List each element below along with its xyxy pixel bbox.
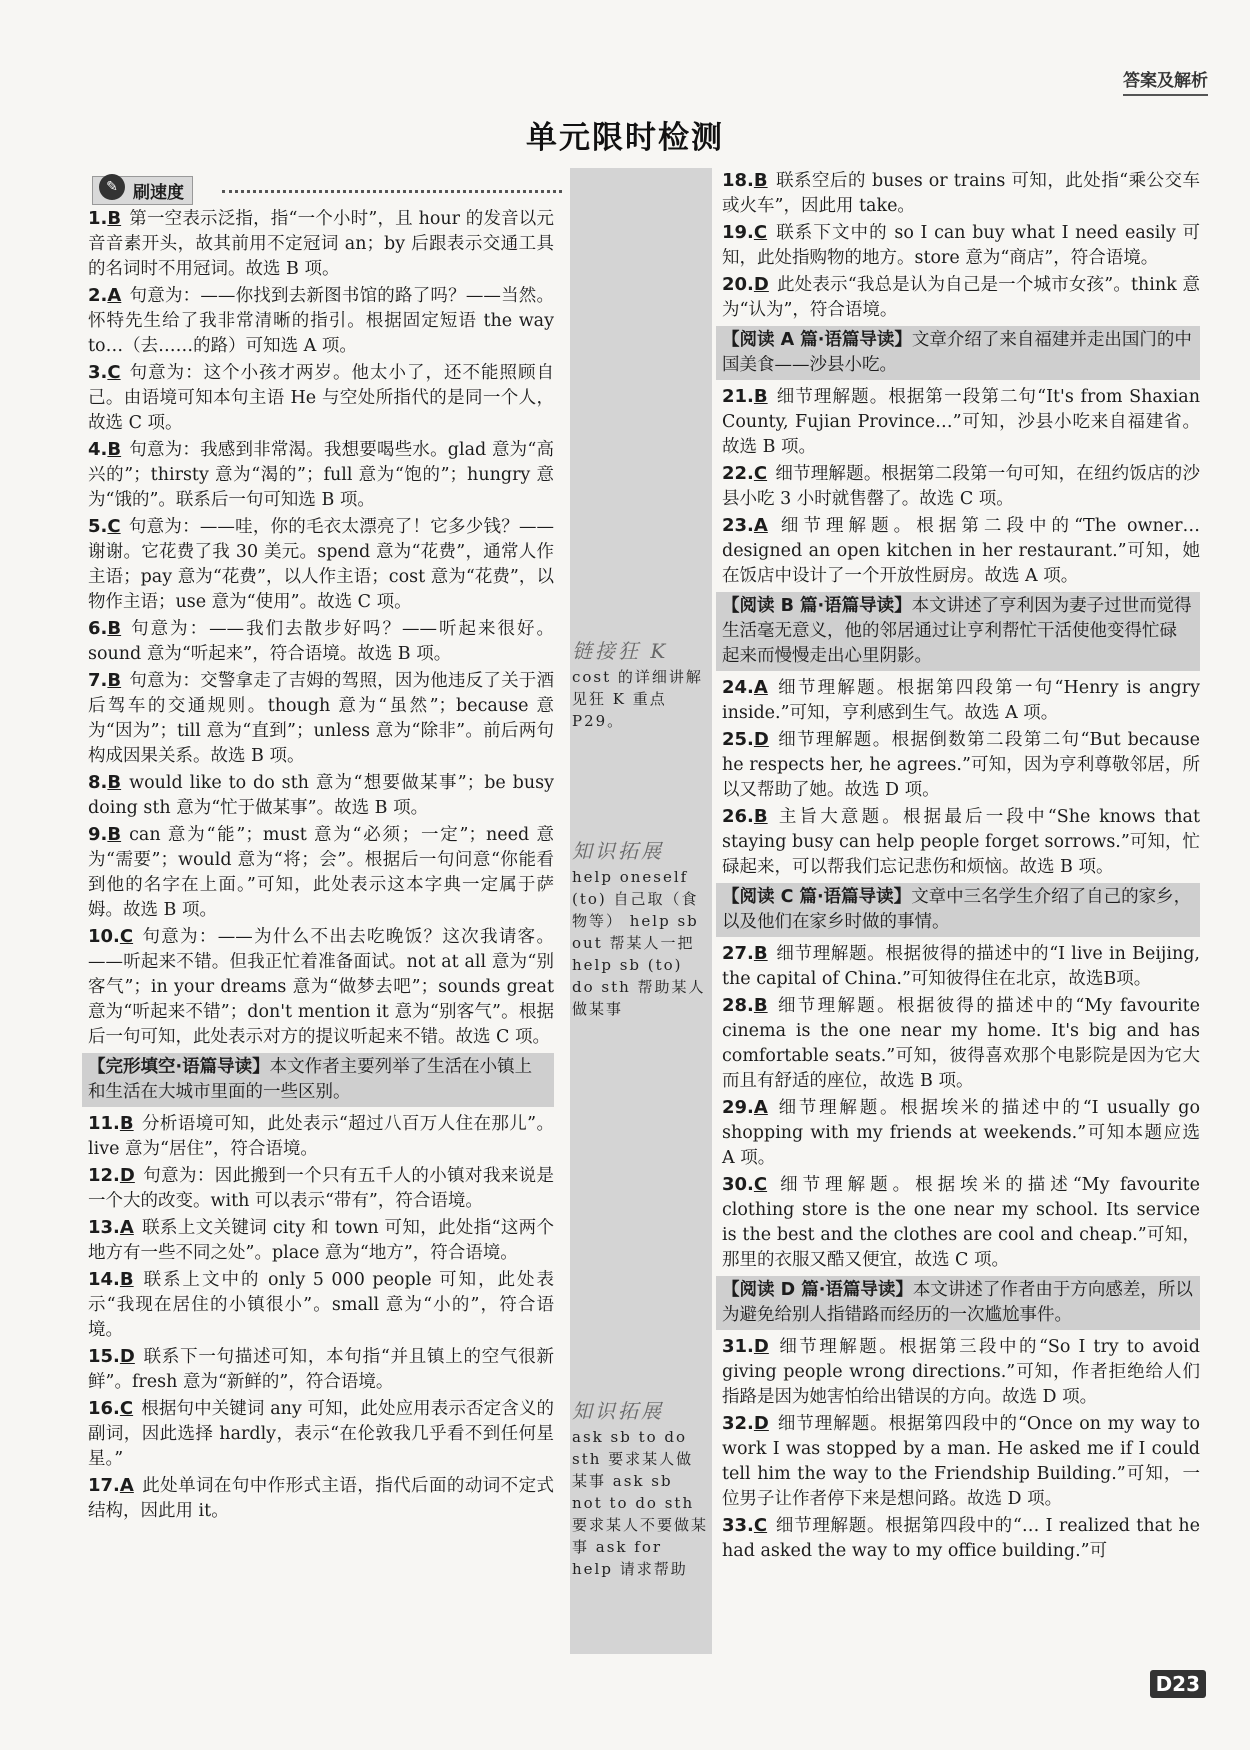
answer-item: [88, 437, 554, 513]
explanation-text: 细节理解题。根据倒数第二段第二句“But because he respects her, he agrees.”可知，因为亨利尊敬邻居，所以又帮助了她。故选 D 项。: [722, 730, 1200, 800]
explanation-text: 细节理解题。根据埃米的描述中的“I usually go shopping with my friends at weekends.”可知本题应选 A 项。: [722, 1098, 1200, 1168]
side-note-body: cost 的详细讲解见狂 K 重点 P29。: [572, 668, 703, 730]
explanation-text: 细节理解题。根据埃米的描述“My favourite clothing store is the one near my school. Its service is the best and the clothes are cool and cheap.”可知，那里的衣服又酷又便宜，故选 C 项。: [722, 1175, 1200, 1270]
answer-letter: C: [753, 463, 768, 484]
answer-letter: B: [753, 806, 768, 827]
explanation-text: 句意为：交警拿走了吉姆的驾照，因为他违反了关于酒后驾车的交通规则。though 意为“虽然”；because 意为“因为”；till 意为“直到”；unless 意为“除非”。前后两句构成因果关系。故选 B 项。: [88, 671, 554, 766]
explanation-text: 句意为：——哇，你的毛衣太漂亮了！它多少钱？——谢谢。它花费了我 30 美元。spend 意为“花费”，通常人作主语；pay 意为“花费”，以人作主语；cost 意为“花费”，以物作主语；use 意为“使用”。故选 C 项。: [88, 517, 554, 612]
answer-letter: B: [753, 170, 768, 191]
right-answer-column: [722, 168, 1200, 1565]
explanation-text: 句意为：这个小孩才两岁。他太小了，还不能照顾自己。由语境可知本句主语 He 与空处所指代的是同一个人，故选 C 项。: [88, 363, 554, 433]
answer-letter: D: [753, 1336, 769, 1357]
guide-label: 【阅读 A 篇·语篇导读】: [722, 330, 912, 350]
side-note: [572, 1400, 708, 1580]
answer-item: [88, 283, 554, 359]
side-note: [572, 840, 708, 1020]
answer-letter: C: [107, 516, 121, 537]
question-number: 29.: [722, 1097, 754, 1118]
answer-letter: A: [119, 1475, 134, 1496]
passage-guide: [716, 326, 1200, 380]
answer-letter: D: [753, 1413, 769, 1434]
question-number: 13.: [88, 1217, 120, 1238]
answer-letter: C: [119, 1398, 134, 1419]
answer-letter: A: [753, 1097, 768, 1118]
answer-item: [88, 1163, 554, 1214]
side-note-heading: 链接狂 K: [572, 639, 669, 663]
answer-item: [722, 1095, 1200, 1171]
answer-item: [722, 993, 1200, 1094]
answer-item: [88, 924, 554, 1050]
explanation-text: 句意为：我感到非常渴。我想要喝些水。glad 意为“高兴的”；thirsty 意为“渴的”；full 意为“饱的”；hungry 意为“饿的”。联系后一句可知选 B 项。: [88, 440, 554, 510]
question-number: 11.: [88, 1113, 120, 1134]
question-number: 8.: [88, 772, 108, 793]
answer-item: [722, 941, 1200, 992]
answer-letter: B: [753, 386, 768, 407]
explanation-text: 联系空后的 buses or trains 可知，此处指“乘公交车或火车”，因此用 take。: [722, 171, 1200, 216]
question-number: 22.: [722, 463, 754, 484]
passage-guide: [716, 883, 1200, 937]
answer-item: [88, 1267, 554, 1343]
guide-text: 本文讲述了作者由于方向感差，所以为避免给别人指错路而经历的一次尴尬事件。: [722, 1280, 1193, 1325]
dotted-divider: [222, 190, 562, 193]
answer-item: [88, 822, 554, 923]
guide-text: 文章中三名学生介绍了自己的家乡，以及他们在家乡时做的事情。: [722, 887, 1192, 932]
guide-label: 【阅读 C 篇·语篇导读】: [722, 887, 912, 907]
left-answer-column: [88, 206, 554, 1525]
explanation-text: 句意为：——为什么不出去吃晚饭？这次我请客。——听起来不错。但我正忙着准备面试。not at all 意为“别客气”；in your dreams 意为“做梦去吧”；sounds great 意为“听起来不错”；don't mention it 意为“别客气”。根据后一句可知，此处表示对方的提议听起来不错。故选 C 项。: [88, 927, 554, 1047]
section-header: 答案及解析: [1123, 66, 1208, 96]
explanation-text: 细节理解题。根据第四段中的“Once on my way to work I was stopped by a man. He asked me if I could tell him the way to the Friendship Building.”可知，一位男子让作者停下来是想问路。故选 D 项。: [722, 1414, 1200, 1509]
answer-letter: D: [753, 274, 769, 295]
answer-item: [722, 675, 1200, 726]
question-number: 2.: [88, 285, 108, 306]
guide-label: 【完形填空·语篇导读】: [88, 1057, 270, 1077]
answer-letter: A: [753, 515, 768, 536]
answer-letter: B: [107, 618, 122, 639]
answer-item: [722, 384, 1200, 460]
answer-item: [88, 206, 554, 282]
question-number: 15.: [88, 1346, 120, 1367]
question-number: 9.: [88, 824, 108, 845]
answer-item: [722, 513, 1200, 589]
explanation-text: 句意为：因此搬到一个只有五千人的小镇对我来说是一个大的改变。with 可以表示“带有”，符合语境。: [88, 1166, 554, 1211]
question-number: 6.: [88, 618, 108, 639]
explanation-text: 句意为：——你找到去新图书馆的路了吗？——当然。怀特先生给了我非常清晰的指引。根据固定短语 the way to…（去……的路）可知选 A 项。: [88, 286, 554, 356]
answer-letter: A: [107, 285, 122, 306]
explanation-text: 细节理解题。根据第二段第一句可知，在纽约饭店的沙县小吃 3 小时就售罄了。故选 C 项。: [722, 464, 1200, 509]
explanation-text: 联系下文中的 so I can buy what I need easily 可知，此处指购物的地方。store 意为“商店”，符合语境。: [722, 223, 1200, 268]
guide-label: 【阅读 D 篇·语篇导读】: [722, 1280, 913, 1300]
guide-text: 本文讲述了亨利因为妻子过世而觉得生活毫无意义，他的邻居通过让亨利帮忙干活使他变得忙碌起来而慢慢走出心里阴影。: [722, 596, 1192, 666]
question-number: 4.: [88, 439, 108, 460]
answer-letter: C: [753, 1515, 768, 1536]
question-number: 16.: [88, 1398, 120, 1419]
explanation-text: 根据句中关键词 any 可知，此处应用表示否定含义的副词，因此选择 hardly，表示“在伦敦我几乎看不到任何星星。”: [88, 1399, 554, 1469]
answer-item: [722, 1172, 1200, 1273]
answer-letter: B: [107, 824, 122, 845]
explanation-text: 分析语境可知，此处表示“超过八百万人住在那儿”。live 意为“居住”，符合语境。: [88, 1114, 554, 1159]
explanation-text: 主旨大意题。根据最后一段中“She knows that staying busy can help people forget sorrows.”可知，忙碌起来，可以帮我们忘记悲伤和烦恼。故选 B 项。: [722, 807, 1200, 877]
passage-guide: [716, 1276, 1200, 1330]
answer-item: [722, 727, 1200, 803]
explanation-text: 联系上文关键词 city 和 town 可知，此处指“这两个地方有一些不同之处”。place 意为“地方”，符合语境。: [88, 1218, 554, 1263]
question-number: 33.: [722, 1515, 754, 1536]
side-note-body: ask sb to do sth 要求某人做某事 ask sb not to do sth 要求某人不要做某事 ask for help 请求帮助: [572, 1428, 709, 1578]
question-number: 18.: [722, 170, 754, 191]
answer-item: [722, 1334, 1200, 1410]
explanation-text: 细节理解题。根据彼得的描述中的“My favourite cinema is the one near my home. It's big and has comfortable seats.”可知，彼得喜欢那个电影院是因为它大而且有舒适的座位，故选 B 项。: [722, 996, 1200, 1091]
question-number: 27.: [722, 943, 754, 964]
explanation-text: 细节理解题。根据第三段中的“So I try to avoid giving people wrong directions.”可知，作者拒绝给人们指路是因为她害怕给出错误的方向。故选 D 项。: [722, 1337, 1200, 1407]
answer-item: [722, 168, 1200, 219]
side-note: [572, 640, 708, 732]
answer-letter: B: [119, 1113, 134, 1134]
page-title: 单元限时检测: [526, 120, 724, 156]
answer-letter: B: [107, 439, 122, 460]
answer-letter: D: [753, 729, 769, 750]
question-number: 26.: [722, 806, 754, 827]
answer-letter: C: [107, 362, 121, 383]
question-number: 5.: [88, 516, 108, 537]
answer-item: [88, 770, 554, 821]
guide-text: 本文作者主要列举了生活在小镇上和生活在大城市里面的一些区别。: [88, 1057, 533, 1102]
speed-label: 刷速度: [133, 183, 184, 203]
answer-item: [722, 804, 1200, 880]
answer-letter: B: [119, 1269, 134, 1290]
explanation-text: can 意为“能”；must 意为“必须；一定”；need 意为“需要”；would 意为“将；会”。根据后一句问意“你能看到他的名字在上面。”可知，此处表示这本字典一定属于萨姆。故选 B 项。: [88, 825, 554, 920]
answer-item: [88, 1396, 554, 1472]
explanation-text: 细节理解题。根据彼得的描述中的“I live in Beijing, the capital of China.”可知彼得住在北京，故选B项。: [722, 944, 1200, 989]
side-note-body: help oneself (to) 自己取（食物等） help sb out 帮某人一把 help sb (to) do sth 帮助某人做某事: [572, 868, 706, 1018]
question-number: 24.: [722, 677, 754, 698]
question-number: 1.: [88, 208, 108, 229]
answer-item: [722, 272, 1200, 323]
explanation-text: would like to do sth 意为“想要做某事”；be busy doing sth 意为“忙于做某事”。故选 B 项。: [88, 773, 554, 818]
question-number: 20.: [722, 274, 754, 295]
answer-letter: A: [753, 677, 768, 698]
answer-item: [88, 514, 554, 615]
answer-item: [722, 461, 1200, 512]
answer-item: [88, 360, 554, 436]
answer-item: [722, 220, 1200, 271]
question-number: 23.: [722, 515, 754, 536]
answer-item: [722, 1513, 1200, 1564]
explanation-text: 此处表示“我总是认为自己是一个城市女孩”。think 意为“认为”，符合语境。: [722, 275, 1200, 320]
answer-letter: B: [107, 772, 122, 793]
question-number: 31.: [722, 1336, 754, 1357]
answer-letter: B: [753, 943, 768, 964]
answer-letter: B: [107, 670, 122, 691]
answer-item: [722, 1411, 1200, 1512]
question-number: 12.: [88, 1165, 120, 1186]
question-number: 25.: [722, 729, 754, 750]
guide-text: 文章介绍了来自福建并走出国门的中国美食——沙县小吃。: [722, 330, 1192, 375]
question-number: 30.: [722, 1174, 754, 1195]
answer-item: [88, 668, 554, 769]
answer-letter: B: [753, 995, 768, 1016]
answer-letter: B: [107, 208, 122, 229]
answer-letter: D: [119, 1346, 135, 1367]
explanation-text: 联系上文中的 only 5 000 people 可知，此处表示“我现在居住的小镇很小”。small 意为“小的”，符合语境。: [88, 1270, 554, 1340]
question-number: 14.: [88, 1269, 120, 1290]
question-number: 19.: [722, 222, 754, 243]
page-number: D23: [1150, 1670, 1206, 1698]
side-note-heading: 知识拓展: [572, 1399, 664, 1423]
answer-item: [88, 1344, 554, 1395]
explanation-text: 联系下一句描述可知，本句指“并且镇上的空气很新鲜”。fresh 意为“新鲜的”，符合语境。: [88, 1347, 554, 1392]
answer-letter: A: [119, 1217, 134, 1238]
answer-letter: C: [753, 222, 768, 243]
question-number: 32.: [722, 1413, 754, 1434]
question-number: 7.: [88, 670, 108, 691]
explanation-text: 句意为：——我们去散步好吗？——听起来很好。sound 意为“听起来”，符合语境。故选 B 项。: [88, 619, 554, 664]
question-number: 10.: [88, 926, 120, 947]
explanation-text: 此处单词在句中作形式主语，指代后面的动词不定式结构，因此用 it。: [88, 1476, 554, 1521]
answer-letter: C: [753, 1174, 768, 1195]
guide-label: 【阅读 B 篇·语篇导读】: [722, 596, 912, 616]
question-number: 28.: [722, 995, 754, 1016]
passage-guide: [82, 1053, 554, 1107]
question-number: 3.: [88, 362, 108, 383]
answer-item: [88, 1111, 554, 1162]
explanation-text: 细节理解题。根据第二段中的“The owner…designed an open kitchen in her restaurant.”可知，她在饭店中设计了一个开放性厨房。故选 A 项。: [722, 516, 1200, 586]
side-note-heading: 知识拓展: [572, 839, 664, 863]
speed-badge: [92, 176, 193, 205]
explanation-text: 细节理解题。根据第一段第二句“It's from Shaxian County, Fujian Province…”可知，沙县小吃来自福建省。故选 B 项。: [722, 387, 1200, 457]
speed-section-header: [92, 176, 562, 206]
answer-item: [88, 1473, 554, 1524]
passage-guide: [716, 592, 1200, 671]
question-number: 17.: [88, 1475, 120, 1496]
question-number: 21.: [722, 386, 754, 407]
explanation-text: 细节理解题。根据第四段中的“… I realized that he had asked the way to my office building.”可: [722, 1516, 1200, 1561]
answer-item: [88, 1215, 554, 1266]
explanation-text: 第一空表示泛指，指“一个小时”，且 hour 的发音以元音音素开头，故其前用不定冠词 an；by 后跟表示交通工具的名词时不用冠词。故选 B 项。: [88, 209, 554, 279]
explanation-text: 细节理解题。根据第四段第一句“Henry is angry inside.”可知，亨利感到生气。故选 A 项。: [722, 678, 1200, 723]
answer-item: [88, 616, 554, 667]
answer-letter: C: [119, 926, 134, 947]
answer-letter: D: [119, 1165, 135, 1186]
book-icon: ✎: [99, 174, 125, 200]
